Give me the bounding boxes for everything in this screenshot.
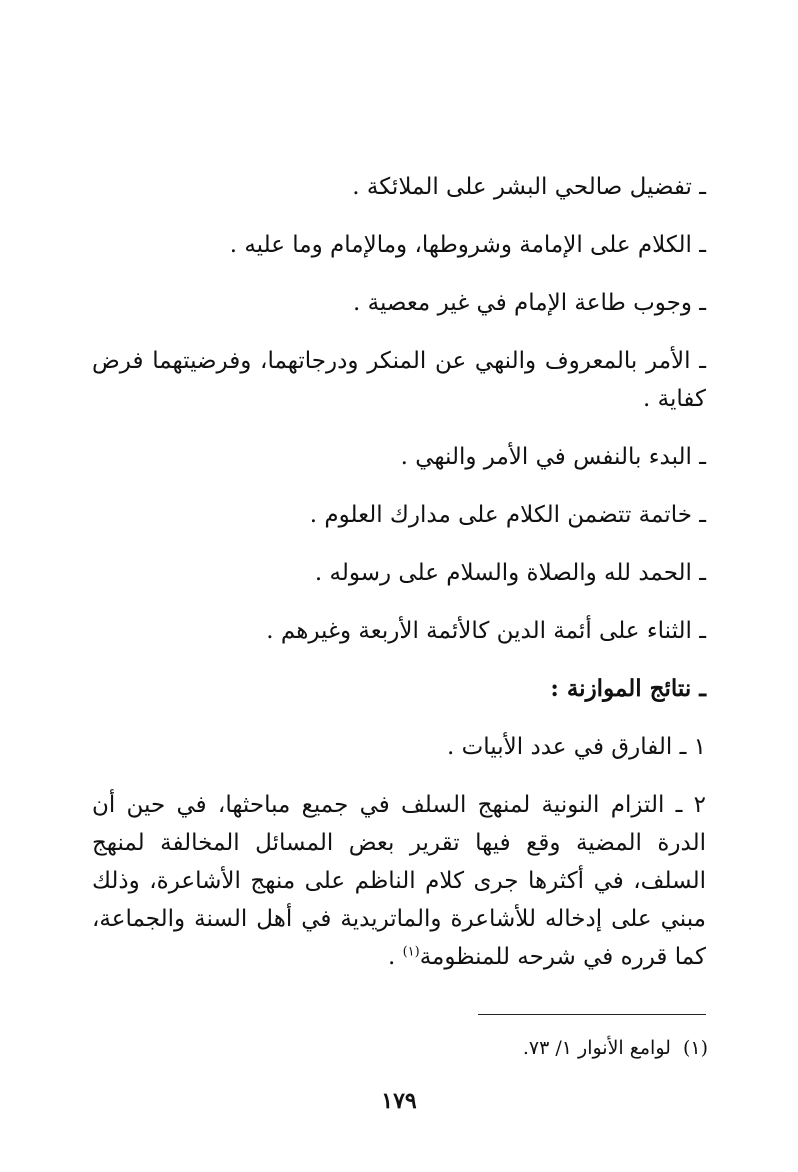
result-item-2 [92, 786, 706, 976]
footnote-number: (١) [682, 1037, 708, 1059]
footnote [300, 1034, 708, 1062]
result-item-1: ١ ـ الفارق في عدد الأبيات . [447, 734, 706, 760]
footnote-separator [478, 1014, 706, 1015]
list-item: ـ الحمد لله والصلاة والسلام على رسوله . [314, 560, 706, 586]
list-item: ـ خاتمة تتضمن الكلام على مدارك العلوم . [309, 502, 706, 528]
paragraph-amr: ـ الأمر بالمعروف والنهي عن المنكر ودرجاتهما، وفرضيتهما فرض كفاية . [92, 348, 706, 412]
list-item: ـ وجوب طاعة الإمام في غير معصية . [353, 290, 706, 316]
result-2-end: . [387, 944, 403, 970]
list-item: ـ الثناء على أئمة الدين كالأئمة الأربعة وغيرهم . [266, 618, 706, 644]
result-2-text: ٢ ـ التزام النونية لمنهج السلف في جميع مباحثها، في حين أن الدرة المضية وقع فيها تقرير بعض المسائل المخالفة لمنهج السلف، في أكثرها جرى كلام الناظم على منهج الأشاعرة، وذلك مبني على إدخاله للأشاعرة والماتريدية في أهل السنة والجماعة، كما قرره في شرحه للمنظومة [92, 792, 706, 970]
list-item: ـ تفضيل صالحي البشر على الملائكة . [352, 174, 706, 200]
page-number: ١٧٩ [381, 1088, 417, 1114]
main-text [92, 168, 706, 996]
section-heading: ـ نتائج الموازنة : [550, 675, 706, 702]
list-item: ـ البدء بالنفس في الأمر والنهي . [400, 444, 706, 470]
list-item: ـ الكلام على الإمامة وشروطها، ومالإمام وما عليه . [229, 232, 706, 258]
footnote-text: لوامع الأنوار ١/ ٧٣. [522, 1037, 671, 1059]
footnote-reference[interactable]: (١) [402, 944, 420, 960]
